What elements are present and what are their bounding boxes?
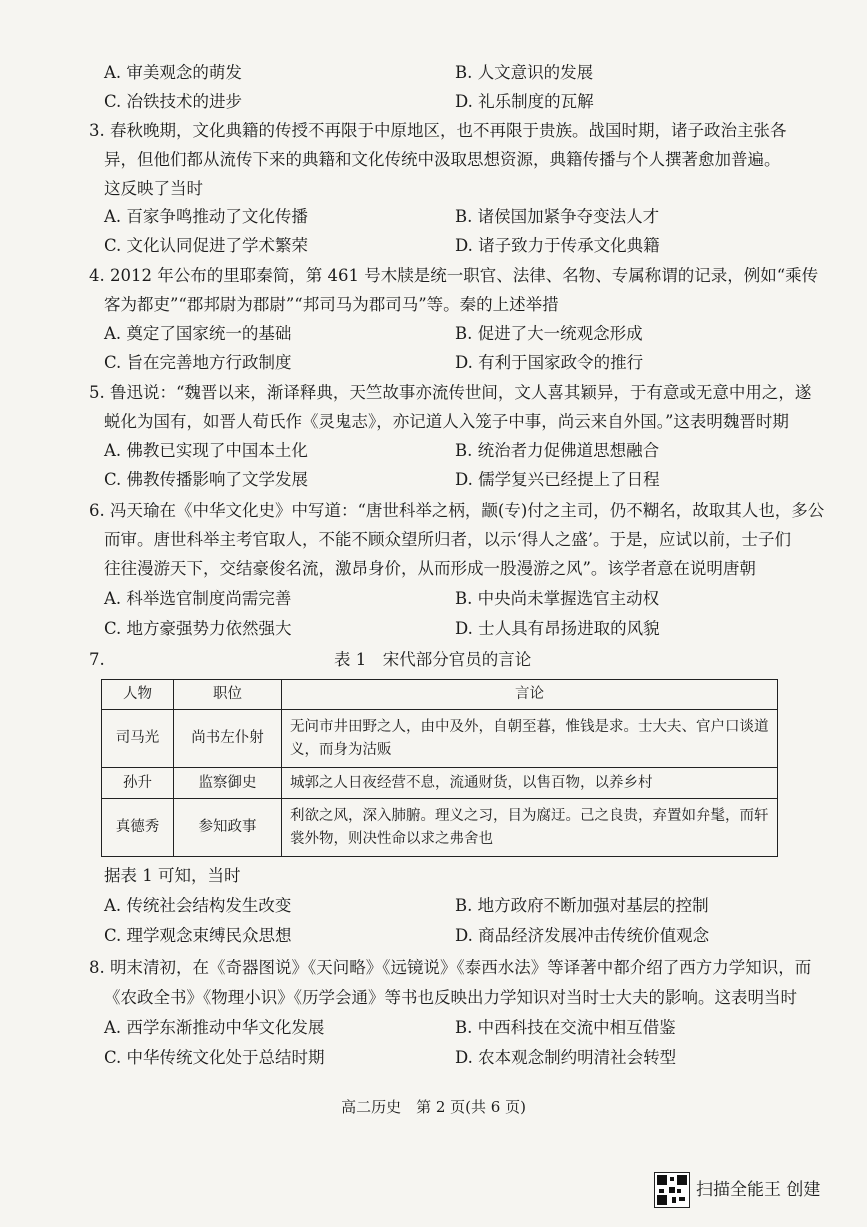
q8-option-c: C. 中华传统文化处于总结时期 bbox=[104, 1048, 325, 1067]
q5-option-a: A. 佛教已实现了中国本土化 bbox=[104, 441, 308, 460]
q8-option-b: B. 中西科技在交流中相互借鉴 bbox=[455, 1018, 676, 1037]
q5-stem-line-1: 5. 鲁迅说：“魏晋以来，渐译释典，天竺故事亦流传世间，文人喜其颖异，于有意或无意中用之，遂 bbox=[89, 383, 812, 402]
q6-option-b: B. 中央尚未掌握选官主动权 bbox=[455, 589, 660, 608]
q8-option-d: D. 农本观念制约明清社会转型 bbox=[455, 1048, 677, 1067]
q2-option-b: B. 人文意识的发展 bbox=[455, 63, 594, 82]
cell-position: 监察御史 bbox=[174, 768, 282, 799]
q3-option-b: B. 诸侯国加紧争夺变法人才 bbox=[455, 207, 660, 226]
q4-option-c: C. 旨在完善地方行政制度 bbox=[104, 353, 292, 372]
q8-stem-line-1: 8. 明末清初，在《奇器图说》《天问略》《远镜说》《泰西水法》等译著中都介绍了西方力学知识，而 bbox=[89, 958, 812, 977]
q4-stem-line-1: 4. 2012 年公布的里耶秦简，第 461 号木牍是统一职官、法律、名物、专属称谓的记录，例如“乘传 bbox=[89, 266, 819, 285]
table-row bbox=[102, 768, 778, 799]
q4-stem-line-2: 客为都吏”“郡邦尉为郡尉”“邦司马为郡司马”等。秦的上述举措 bbox=[104, 295, 559, 314]
q3-option-a: A. 百家争鸣推动了文化传播 bbox=[104, 207, 308, 226]
header-position: 职位 bbox=[174, 680, 282, 710]
speech-line: 裳外物，则决性命以求之弗舍也 bbox=[290, 830, 493, 847]
q6-option-c: C. 地方豪强势力依然强大 bbox=[104, 619, 292, 638]
q4-option-a: A. 奠定了国家统一的基础 bbox=[104, 324, 292, 343]
q4-option-d: D. 有利于国家政令的推行 bbox=[455, 353, 644, 372]
q8-stem-line-2: 《农政全书》《物理小识》《历学会通》等书也反映出力学知识对当时士大夫的影响。这表明当时 bbox=[104, 988, 797, 1007]
q7-option-d: D. 商品经济发展冲击传统价值观念 bbox=[455, 926, 710, 945]
q6-stem-line-2: 而审。唐世科举主考官取人，不能不顾众望所归者，以示‘得人之盛’。于是，应试以前，士子们 bbox=[104, 530, 791, 549]
q8-option-a: A. 西学东渐推动中华文化发展 bbox=[104, 1018, 325, 1037]
table-row bbox=[102, 710, 778, 768]
q7-option-c: C. 理学观念束缚民众思想 bbox=[104, 926, 292, 945]
speech-line: 无问市井田野之人，由中及外，自朝至暮，惟钱是求。士大夫、官户口谈道 bbox=[290, 718, 769, 735]
table-caption: 表 1 宋代部分官员的言论 bbox=[334, 650, 532, 669]
speech-line: 城郭之人日夜经营不息，流通财货，以售百物，以养乡村 bbox=[290, 774, 653, 791]
q5-option-c: C. 佛教传播影响了文学发展 bbox=[104, 470, 309, 489]
q3-option-c: C. 文化认同促进了学术繁荣 bbox=[104, 236, 309, 255]
header-speech: 言论 bbox=[282, 680, 778, 710]
q5-option-b: B. 统治者力促佛道思想融合 bbox=[455, 441, 660, 460]
cell-person: 司马光 bbox=[102, 710, 174, 768]
q7-option-a: A. 传统社会结构发生改变 bbox=[104, 896, 292, 915]
song-officials-table bbox=[101, 679, 778, 857]
page-footer: 高二历史 第 2 页(共 6 页) bbox=[341, 1098, 526, 1116]
q7-number: 7. bbox=[89, 650, 105, 669]
q7-option-b: B. 地方政府不断加强对基层的控制 bbox=[455, 896, 709, 915]
cell-person: 孙升 bbox=[102, 768, 174, 799]
q4-option-b: B. 促进了大一统观念形成 bbox=[455, 324, 643, 343]
q3-option-d: D. 诸子致力于传承文化典籍 bbox=[455, 236, 660, 255]
cell-speech bbox=[282, 768, 778, 799]
q3-stem-line-3: 这反映了当时 bbox=[104, 179, 203, 198]
cell-position: 参知政事 bbox=[174, 799, 282, 857]
q5-option-d: D. 儒学复兴已经提上了日程 bbox=[455, 470, 660, 489]
cell-speech bbox=[282, 710, 778, 768]
q3-stem-line-2: 异，但他们都从流传下来的典籍和文化传统中汲取思想资源，典籍传播与个人撰著愈加普遍。 bbox=[104, 150, 781, 169]
qr-code-icon bbox=[654, 1172, 690, 1208]
header-person: 人物 bbox=[102, 680, 174, 710]
q5-stem-line-2: 蜕化为国有，如晋人荀氏作《灵鬼志》，亦记道人入笼子中事，尚云来自外国。”这表明魏晋时期 bbox=[104, 412, 789, 431]
q2-option-c: C. 冶铁技术的进步 bbox=[104, 92, 243, 111]
q2-option-a: A. 审美观念的萌发 bbox=[104, 63, 242, 82]
table-row bbox=[102, 799, 778, 857]
table-header-row bbox=[102, 680, 778, 710]
q3-stem-line-1: 3. 春秋晚期，文化典籍的传授不再限于中原地区，也不再限于贵族。战国时期，诸子政治主张各 bbox=[89, 121, 787, 140]
speech-line: 义，而身为沽贩 bbox=[290, 741, 392, 758]
q6-option-d: D. 士人具有昂扬进取的风貌 bbox=[455, 619, 660, 638]
cell-speech bbox=[282, 799, 778, 857]
q7-stem: 据表 1 可知，当时 bbox=[104, 866, 241, 885]
cell-position: 尚书左仆射 bbox=[174, 710, 282, 768]
scanner-watermark-label: 扫描全能王 创建 bbox=[696, 1180, 821, 1200]
cell-person: 真德秀 bbox=[102, 799, 174, 857]
q2-option-d: D. 礼乐制度的瓦解 bbox=[455, 92, 594, 111]
q6-stem-line-1: 6. 冯天瑜在《中华文化史》中写道：“唐世科举之柄，颛(专)付之主司，仍不糊名，故取其人也，多公 bbox=[89, 501, 825, 520]
q6-option-a: A. 科举选官制度尚需完善 bbox=[104, 589, 292, 608]
speech-line: 利欲之风，深入肺腑。理义之习，目为腐迂。己之良贵，弃置如弁髦，而轩 bbox=[290, 807, 769, 824]
q6-stem-line-3: 往往漫游天下，交结豪俊名流，激昂身价，从而形成一股漫游之风”。该学者意在说明唐朝 bbox=[104, 559, 756, 578]
